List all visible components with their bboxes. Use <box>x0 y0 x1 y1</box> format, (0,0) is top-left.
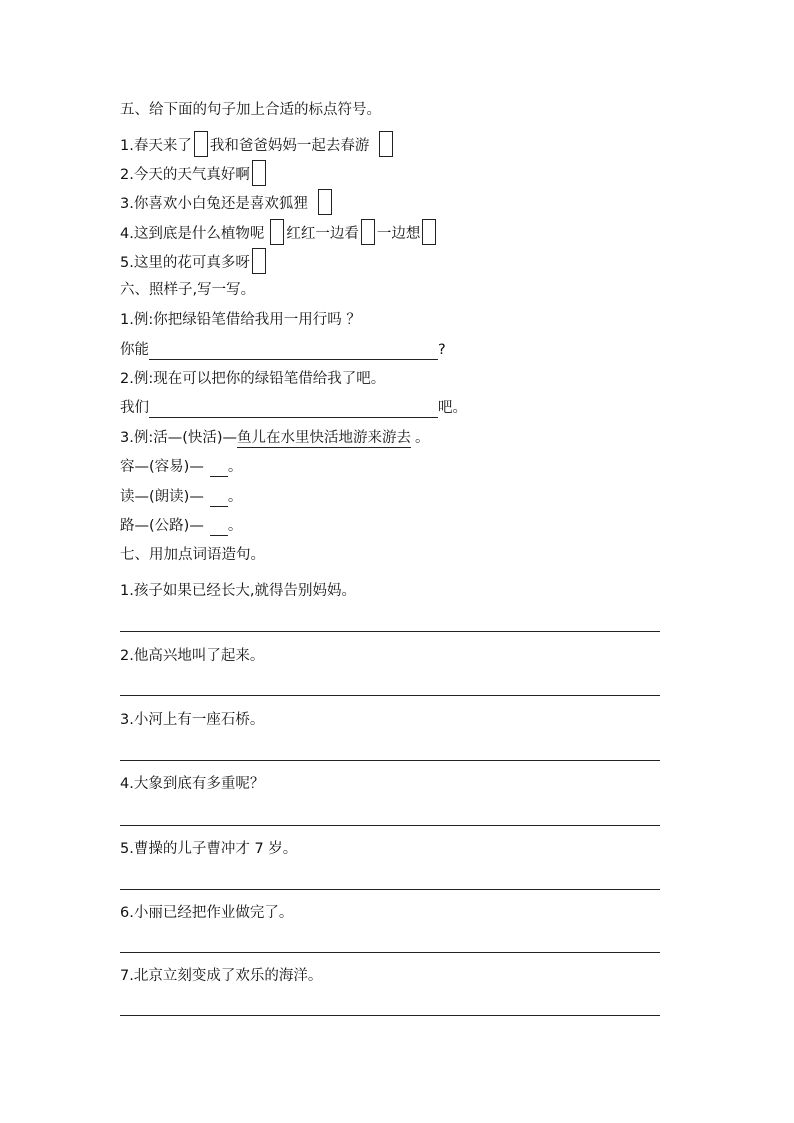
answer-line-6[interactable] <box>120 952 660 953</box>
q4-text-c: 一边想 <box>376 226 421 242</box>
answer2-prefix: 我们 <box>120 400 149 416</box>
section5-q1 <box>120 133 395 159</box>
punctuation-box[interactable] <box>379 131 393 157</box>
answer1-prefix: 你能 <box>120 342 149 358</box>
section6-answer2 <box>120 398 467 418</box>
section7-heading: 七、用加点词语造句。 <box>120 547 265 563</box>
section7-sentence-3: 3.小河上有一座石桥。 <box>120 712 265 728</box>
example3-period: 。 <box>415 430 430 446</box>
q2-text: 2.今天的天气真好啊 <box>120 167 250 183</box>
section5-q5 <box>120 250 268 276</box>
item3-period: 。 <box>227 518 243 534</box>
section5-q4 <box>120 221 438 247</box>
example3-sentence: 鱼儿在水里快活地游来游去 <box>237 430 412 446</box>
answer-line-2[interactable] <box>120 695 660 696</box>
answer1-suffix: ? <box>438 342 446 358</box>
answer-line-4[interactable] <box>120 825 660 826</box>
q1-text-a: 1.春天来了 <box>120 138 192 154</box>
section7-sentence-7: 7.北京立刻变成了欢乐的海洋。 <box>120 968 323 984</box>
item1-period: 。 <box>227 459 243 475</box>
item2-period: 。 <box>227 489 243 505</box>
section7-sentence-1: 1.孩子如果已经长大,就得告别妈妈。 <box>120 583 356 599</box>
answer1-blank[interactable] <box>149 341 438 360</box>
punctuation-box[interactable] <box>194 131 208 157</box>
section6-example2: 2.例:现在可以把你的绿铅笔借给我了吧。 <box>120 371 386 387</box>
item1-blank[interactable] <box>210 460 228 477</box>
section6-item2 <box>120 487 242 507</box>
q5-text: 5.这里的花可真多呀 <box>120 255 250 271</box>
q1-text-b: 我和爸爸妈妈一起去春游 <box>209 138 370 154</box>
punctuation-box[interactable] <box>270 219 284 245</box>
section6-heading: 六、照样子,写一写。 <box>120 282 256 298</box>
answer-line-7[interactable] <box>120 1015 660 1016</box>
answer-line-3[interactable] <box>120 760 660 761</box>
punctuation-box[interactable] <box>252 248 266 274</box>
section7-sentence-2: 2.他高兴地叫了起来。 <box>120 648 265 664</box>
section6-answer1 <box>120 340 446 360</box>
item2-text: 读—(朗读)— <box>120 489 204 505</box>
punctuation-box[interactable] <box>361 219 375 245</box>
item3-blank[interactable] <box>210 519 228 536</box>
q3-text: 3.你喜欢小白兔还是喜欢狐狸 <box>120 196 308 212</box>
punctuation-box[interactable] <box>422 219 436 245</box>
section5-q3 <box>120 191 334 217</box>
section7-sentence-5: 5.曹操的儿子曹冲才 7 岁。 <box>120 841 298 857</box>
item2-blank[interactable] <box>210 490 228 507</box>
example3-lead: 3.例:活—(快活)— <box>120 430 238 446</box>
q4-text-b: 红红一边看 <box>286 226 359 242</box>
q4-text-a: 4.这到底是什么植物呢 <box>120 226 265 242</box>
item1-text: 容—(容易)— <box>120 459 204 475</box>
section6-item3 <box>120 516 242 536</box>
section6-example3 <box>120 428 430 448</box>
section7-sentence-6: 6.小丽已经把作业做完了。 <box>120 905 294 921</box>
section5-q2 <box>120 162 268 188</box>
item3-text: 路—(公路)— <box>120 518 204 534</box>
section7-sentence-4: 4.大象到底有多重呢？ <box>120 776 265 792</box>
answer2-suffix: 吧。 <box>438 400 467 416</box>
section5-heading: 五、给下面的句子加上合适的标点符号。 <box>120 102 381 118</box>
answer-line-1[interactable] <box>120 631 660 632</box>
section6-item1 <box>120 457 242 477</box>
section6-example1: 1.例:你把绿铅笔借给我用一用行吗 ？ <box>120 312 361 328</box>
punctuation-box[interactable] <box>252 160 266 186</box>
answer-line-5[interactable] <box>120 889 660 890</box>
punctuation-box[interactable] <box>318 189 332 215</box>
answer2-blank[interactable] <box>149 399 438 418</box>
